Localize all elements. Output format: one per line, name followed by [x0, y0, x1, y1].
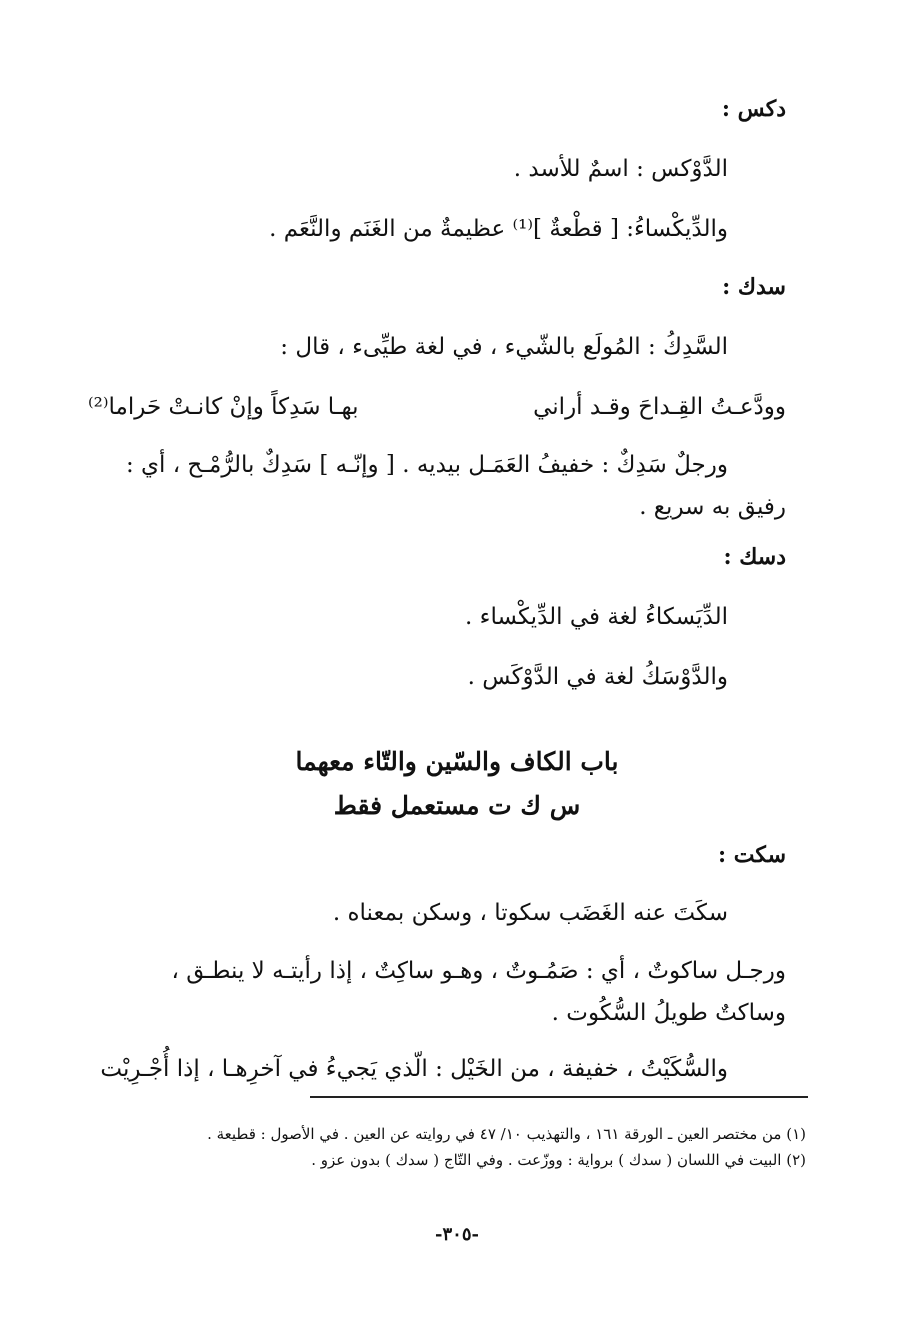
text-line: ورجلٌ سَدِكٌ : خفيفُ العَمَـل بيديه . [ وإنّـه ] سَدِكٌ بالرُّمْـح ، أي :	[125, 452, 728, 478]
entry-heading-sadik: سدك :	[722, 274, 786, 300]
entry-heading-dask: دسك :	[723, 544, 786, 570]
footnote-2: (٢) البيت في اللسان ( سدك ) برواية : ووزّعت . وفي التّاج ( سدك ) بدون عزو .	[311, 1151, 806, 1169]
text-line: رفيق به سريع .	[639, 494, 786, 520]
page-number: -٣٠٥-	[435, 1224, 479, 1245]
entry-heading-sakata: سكت :	[718, 842, 786, 868]
footnote-1: (١) من مختصر العين ـ الورقة ١٦١ ، والتهذيب ١٠/ ٤٧ في روايته عن العين . في الأصول : قطيعة .	[207, 1125, 806, 1143]
text-line: ورجـل ساكوتٌ ، أي : صَمُـوتٌ ، وهـو ساكِتٌ ، إذا رأيتـه لا ينطـق ،	[171, 958, 786, 984]
verse-second-hemistich: بهـا سَدِكاً وإنْ كانـتْ حَراما⁽²⁾	[88, 394, 359, 420]
text-line: السَّدِكُ : المُولَع بالشّيء ، في لغة طيِّىء ، قال :	[280, 334, 728, 360]
poetry-verse	[88, 390, 786, 424]
entry-heading-daks: دكس :	[721, 96, 786, 122]
chapter-title: باب الكاف والسّين والتّاء معهما	[295, 747, 619, 776]
footnote-separator	[310, 1096, 808, 1098]
text-line: والدِّيكْساءُ: [ قطْعةٌ ]⁽¹⁾ عظيمةٌ من الغَنَم والنَّعَم .	[269, 216, 728, 242]
text-line: سكَتَ عنه الغَضَب سكوتا ، وسكن بمعناه .	[332, 900, 728, 926]
text-line: وساكتٌ طويلُ السُّكُوت .	[551, 1000, 786, 1026]
text-line: الدِّيَسكاءُ لغة في الدِّيكْساء .	[465, 604, 728, 630]
text-line: والسُّكَيْتُ ، خفيفة ، من الخَيْل : الّذي يَجيءُ في آخرِهـا ، إذا أُجْـرِيْت	[100, 1056, 728, 1082]
verse-first-hemistich: وودَّعـتُ القِـداحَ وقـد أراني	[533, 394, 786, 420]
text-line: والدَّوْسَكُ لغة في الدَّوْكَس .	[467, 664, 728, 690]
text-line: الدَّوْكس : اسمٌ للأسد .	[513, 156, 728, 182]
chapter-subtitle: س ك ت مستعمل فقط	[333, 791, 581, 820]
